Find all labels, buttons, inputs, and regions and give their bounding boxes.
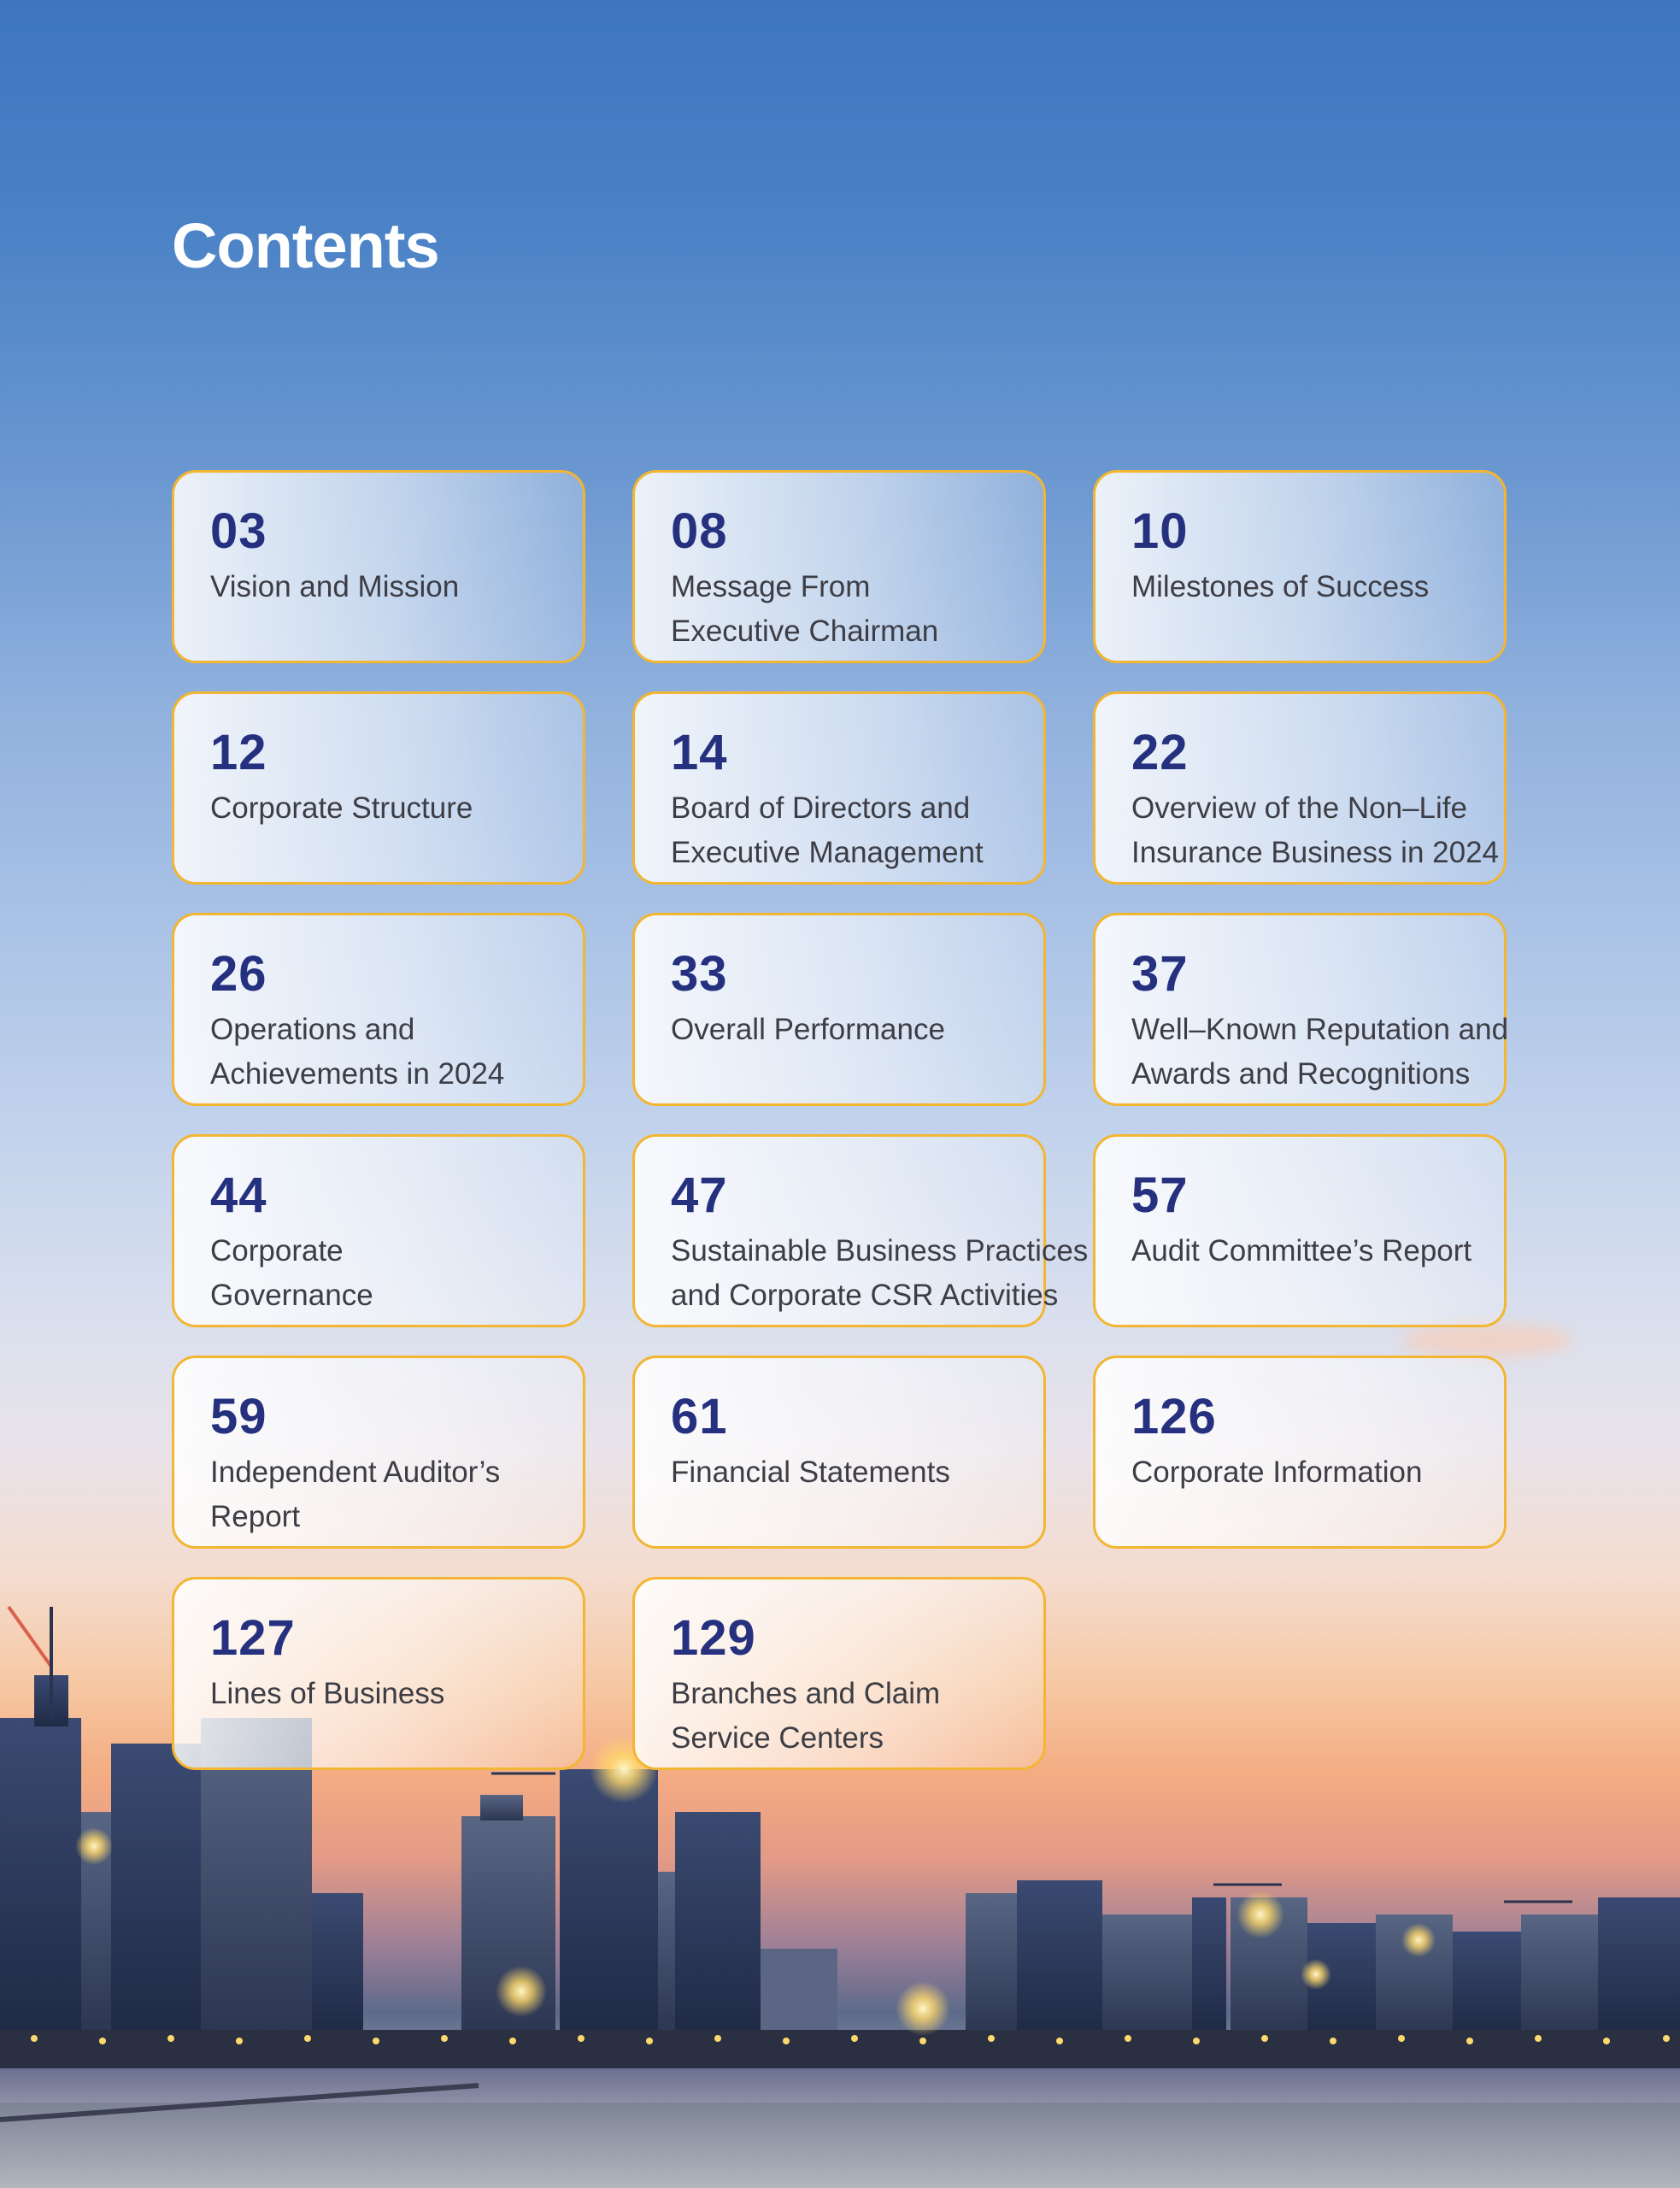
toc-entry-reputation-and-awards[interactable] bbox=[1093, 913, 1507, 1106]
toc-entry-corporate-information[interactable] bbox=[1093, 1356, 1507, 1549]
toc-label-line: Report bbox=[210, 1500, 301, 1533]
page-title: Contents bbox=[172, 210, 439, 281]
toc-entry-sustainable-business-practices[interactable] bbox=[632, 1134, 1089, 1327]
toc-page-number: 03 bbox=[210, 503, 267, 559]
toc-label-line: Board of Directors and bbox=[671, 791, 971, 825]
toc-label-line: Insurance Business in 2024 bbox=[1131, 836, 1499, 869]
toc-page-number: 33 bbox=[671, 946, 728, 1002]
toc-page-number: 14 bbox=[671, 725, 728, 780]
toc-page-number: 22 bbox=[1131, 725, 1189, 780]
toc-entry-operations-and-achievements[interactable] bbox=[172, 913, 585, 1106]
toc-page-number: 26 bbox=[210, 946, 267, 1002]
sky-glow bbox=[1401, 1323, 1572, 1357]
toc-entry-audit-committee-report[interactable] bbox=[1093, 1134, 1507, 1327]
toc-label-line: Service Centers bbox=[671, 1721, 884, 1755]
toc-label-line: Lines of Business bbox=[210, 1677, 445, 1710]
toc-entry-message-from-executive-chairman[interactable] bbox=[632, 470, 1046, 663]
toc-label-line: Audit Committee’s Report bbox=[1131, 1234, 1472, 1268]
toc-page-number: 59 bbox=[210, 1389, 267, 1444]
toc-label-line: Governance bbox=[210, 1279, 373, 1312]
toc-label-line: Overview of the Non–Life bbox=[1131, 791, 1467, 825]
toc-page-number: 12 bbox=[210, 725, 267, 780]
toc-page-number: 10 bbox=[1131, 503, 1189, 559]
toc-label-line: Executive Chairman bbox=[671, 615, 939, 648]
toc-entry-branches-and-claim-centers[interactable] bbox=[632, 1577, 1046, 1770]
toc-label-line: Executive Management bbox=[671, 836, 984, 869]
toc-label-line: Corporate bbox=[210, 1234, 344, 1268]
toc-label-line: Awards and Recognitions bbox=[1131, 1057, 1471, 1091]
toc-label-line: Overall Performance bbox=[671, 1013, 945, 1046]
toc-entry-board-of-directors[interactable] bbox=[632, 691, 1046, 885]
toc-entry-vision-and-mission[interactable] bbox=[172, 470, 585, 663]
toc-label-line: Corporate Structure bbox=[210, 791, 473, 825]
toc-page-number: 47 bbox=[671, 1168, 728, 1223]
toc-label-line: Achievements in 2024 bbox=[210, 1057, 505, 1091]
toc-page-number: 129 bbox=[671, 1610, 756, 1666]
toc-entry-overview-non-life-insurance[interactable] bbox=[1093, 691, 1507, 885]
toc-entry-milestones-of-success[interactable] bbox=[1093, 470, 1507, 663]
toc-page-number: 08 bbox=[671, 503, 728, 559]
toc-label-line: Corporate Information bbox=[1131, 1456, 1423, 1489]
toc-entry-corporate-structure[interactable] bbox=[172, 691, 585, 885]
toc-label-line: and Corporate CSR Activities bbox=[671, 1279, 1059, 1312]
toc-entry-lines-of-business[interactable] bbox=[172, 1577, 585, 1770]
toc-entry-financial-statements[interactable] bbox=[632, 1356, 1046, 1549]
toc-label-line: Milestones of Success bbox=[1131, 570, 1430, 603]
toc-entry-overall-performance[interactable] bbox=[632, 913, 1046, 1106]
toc-page-number: 127 bbox=[210, 1610, 296, 1666]
toc-label-line: Vision and Mission bbox=[210, 570, 460, 603]
toc-label-line: Financial Statements bbox=[671, 1456, 950, 1489]
toc-page-number: 37 bbox=[1131, 946, 1189, 1002]
toc-page-number: 57 bbox=[1131, 1168, 1189, 1223]
toc-label-line: Branches and Claim bbox=[671, 1677, 941, 1710]
toc-label-line: Sustainable Business Practices bbox=[671, 1234, 1089, 1268]
toc-label-line: Well–Known Reputation and bbox=[1131, 1013, 1509, 1046]
toc-label-line: Message From bbox=[671, 570, 871, 603]
toc-page-number: 61 bbox=[671, 1389, 728, 1444]
toc-entry-corporate-governance[interactable] bbox=[172, 1134, 585, 1327]
toc-page-number: 126 bbox=[1131, 1389, 1217, 1444]
toc-label-line: Independent Auditor’s bbox=[210, 1456, 501, 1489]
toc-label-line: Operations and bbox=[210, 1013, 415, 1046]
toc-page-number: 44 bbox=[210, 1168, 267, 1223]
toc-entry-independent-auditor-report[interactable] bbox=[172, 1356, 585, 1549]
